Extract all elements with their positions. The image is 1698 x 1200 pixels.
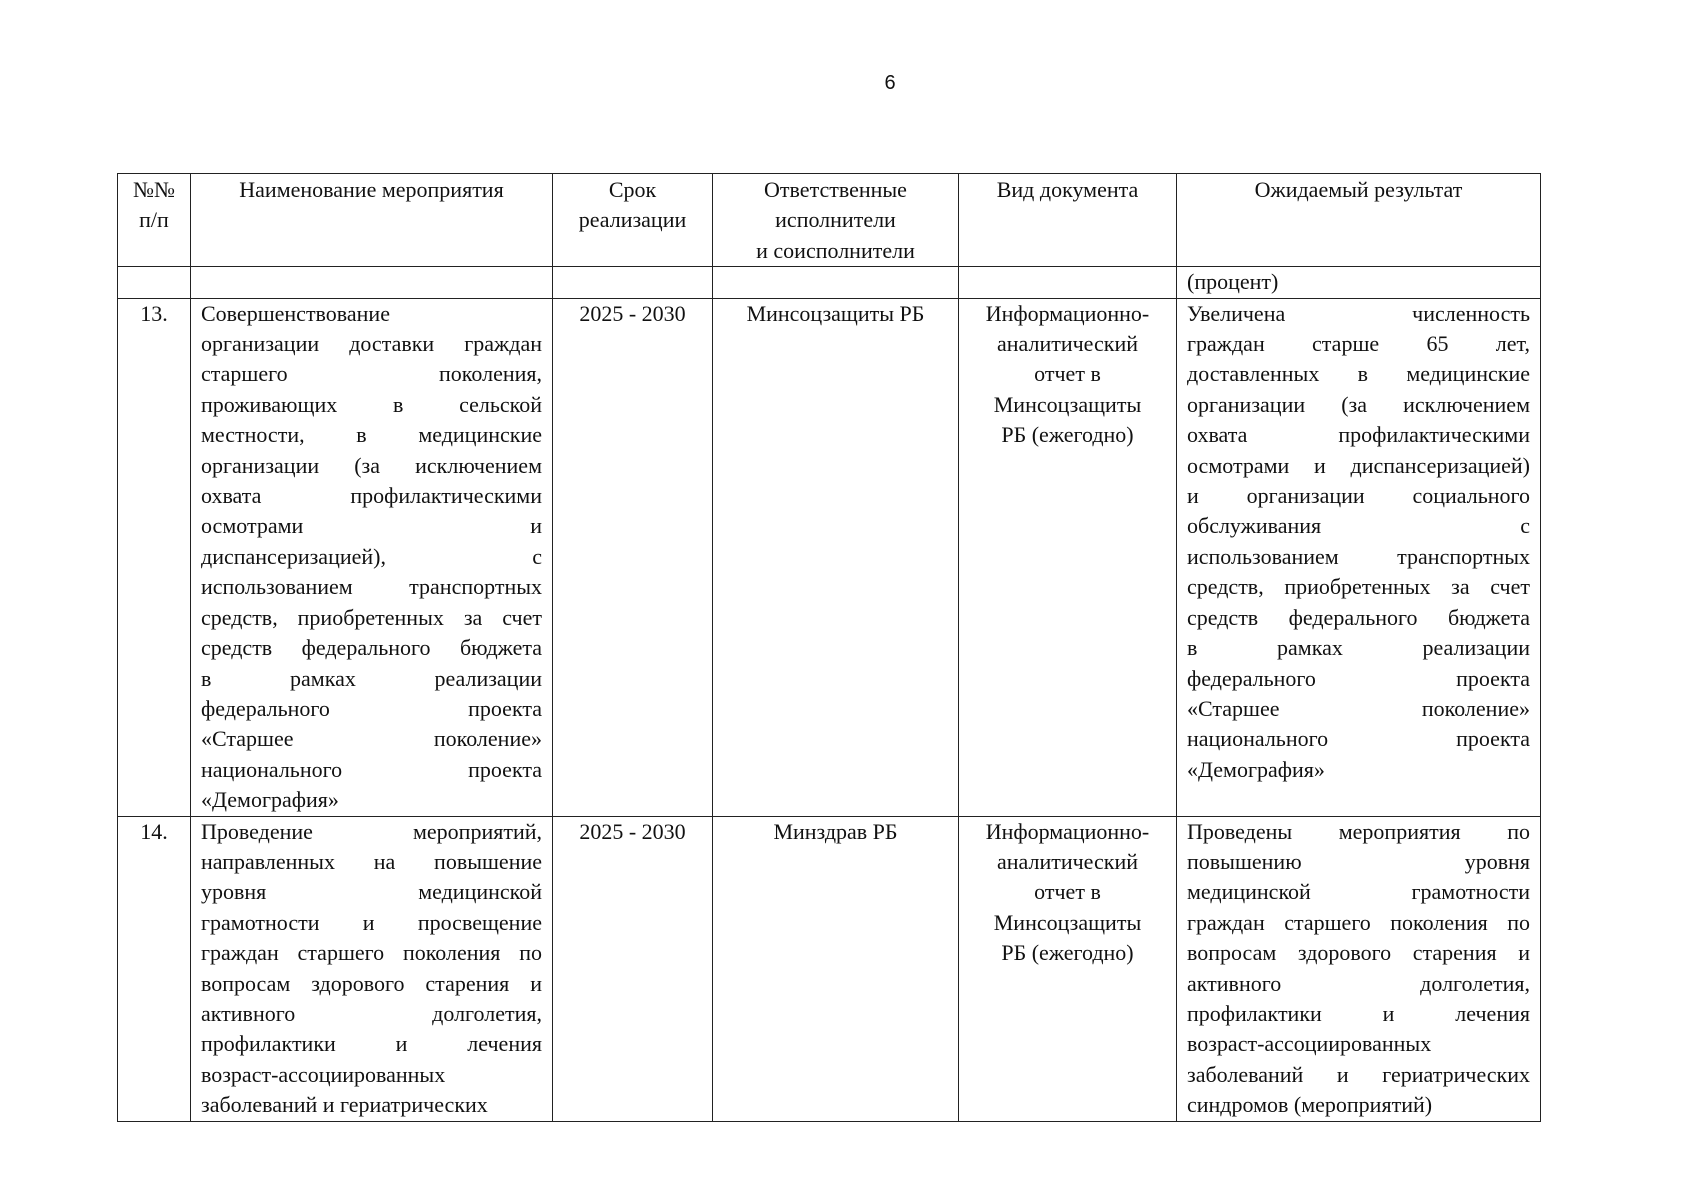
expected-result-line: средств федерального бюджета bbox=[1187, 604, 1530, 630]
term: 2025 - 2030 bbox=[553, 298, 713, 816]
measure-name-line: диспансеризацией), с bbox=[201, 543, 542, 569]
document-type-line: РБ (ежегодно) bbox=[1001, 422, 1134, 448]
expected-result-line: активного долголетия, bbox=[1187, 970, 1530, 996]
measure-name-line: заболеваний и гериатрических bbox=[201, 1092, 488, 1118]
measure-name-line: возраст-ассоциированных bbox=[201, 1061, 446, 1087]
measure-name-line: организации (за исключением bbox=[201, 452, 542, 478]
expected-result-line: повышению уровня bbox=[1187, 848, 1530, 874]
header-number: №№ п/п bbox=[118, 174, 191, 267]
expected-result-line: и организации социального bbox=[1187, 483, 1530, 509]
responsible: Минздрав РБ bbox=[713, 816, 959, 1121]
document-type-line: Информационно- bbox=[985, 818, 1150, 844]
measure-name-line: грамотности и просвещение bbox=[201, 909, 542, 935]
measure-name-line: уровня медицинской bbox=[201, 879, 542, 905]
document-type-line: аналитический bbox=[996, 848, 1138, 874]
measure-name-line: Совершенствование bbox=[201, 300, 390, 326]
continuation-cell-number bbox=[118, 267, 191, 298]
measure-name-line: местности, в медицинские bbox=[201, 422, 542, 448]
measure-name-line: использованием транспортных bbox=[201, 574, 542, 600]
measure-name-line: организации доставки граждан bbox=[201, 331, 542, 357]
measure-name-line: активного долголетия, bbox=[201, 1000, 542, 1026]
expected-result-line: обслуживания с bbox=[1187, 513, 1530, 539]
expected-result-line: граждан старше 65 лет, bbox=[1187, 331, 1530, 357]
measure-name-line: осмотрами и bbox=[201, 513, 542, 539]
expected-result-line: средств, приобретенных за счет bbox=[1187, 574, 1530, 600]
document-type-line: Минсоцзащиты bbox=[993, 391, 1142, 417]
row-number: 13. bbox=[118, 298, 191, 816]
expected-result-line: Увеличена численность bbox=[1187, 300, 1530, 326]
expected-result-line: охвата профилактическими bbox=[1187, 422, 1530, 448]
expected-result-line: федерального проекта bbox=[1187, 665, 1530, 691]
continuation-cell-result: (процент) bbox=[1177, 267, 1541, 298]
expected-result-line: использованием транспортных bbox=[1187, 543, 1530, 569]
measure-name-line: старшего поколения, bbox=[201, 361, 542, 387]
expected-result-line: национального проекта bbox=[1187, 726, 1530, 752]
continuation-cell-name bbox=[191, 267, 553, 298]
expected-result-line: в рамках реализации bbox=[1187, 635, 1530, 661]
header-document-type: Вид документа bbox=[959, 174, 1177, 267]
header-responsible: Ответственные исполнители и соисполнители bbox=[713, 174, 959, 267]
document-type-line: РБ (ежегодно) bbox=[1001, 940, 1134, 966]
expected-result-line: синдромов (мероприятий) bbox=[1187, 1092, 1433, 1118]
expected-result-line: вопросам здорового старения и bbox=[1187, 940, 1530, 966]
document-type-line: Минсоцзащиты bbox=[993, 909, 1142, 935]
document-type-line: отчет в bbox=[1034, 879, 1101, 905]
measure-name-line: профилактики и лечения bbox=[201, 1031, 542, 1057]
table-row bbox=[118, 816, 1541, 1121]
measure-name-line: национального проекта bbox=[201, 756, 542, 782]
table-row bbox=[118, 298, 1541, 816]
continuation-cell-term bbox=[553, 267, 713, 298]
expected-result-line: Проведены мероприятия по bbox=[1187, 818, 1530, 844]
continuation-cell-responsible bbox=[713, 267, 959, 298]
expected-result bbox=[1177, 816, 1541, 1121]
measure-name-line: средств, приобретенных за счет bbox=[201, 604, 542, 630]
expected-result-line: осмотрами и диспансеризацией) bbox=[1187, 452, 1530, 478]
continuation-row bbox=[118, 267, 1541, 298]
expected-result-line: заболеваний и гериатрических bbox=[1187, 1061, 1530, 1087]
responsible: Минсоцзащиты РБ bbox=[713, 298, 959, 816]
document-type bbox=[959, 816, 1177, 1121]
document-type-line: отчет в bbox=[1034, 361, 1101, 387]
measures-table bbox=[117, 173, 1541, 1122]
measure-name-line: граждан старшего поколения по bbox=[201, 940, 542, 966]
table-header-row bbox=[118, 174, 1541, 267]
header-expected-result: Ожидаемый результат bbox=[1177, 174, 1541, 267]
measure-name-line: направленных на повышение bbox=[201, 848, 542, 874]
measure-name-line: «Демография» bbox=[201, 787, 339, 813]
measure-name-line: в рамках реализации bbox=[201, 665, 542, 691]
measure-name-line: средств федерального бюджета bbox=[201, 635, 542, 661]
expected-result-line: «Демография» bbox=[1187, 756, 1325, 782]
expected-result-line: граждан старшего поколения по bbox=[1187, 909, 1530, 935]
measure-name-line: охвата профилактическими bbox=[201, 483, 542, 509]
expected-result-line: профилактики и лечения bbox=[1187, 1000, 1530, 1026]
measure-name-line: «Старшее поколение» bbox=[201, 726, 542, 752]
header-measure-name: Наименование мероприятия bbox=[191, 174, 553, 267]
expected-result-line: «Старшее поколение» bbox=[1187, 695, 1530, 721]
measure-name bbox=[191, 298, 553, 816]
measure-name-line: Проведение мероприятий, bbox=[201, 818, 542, 844]
measure-name-line: федерального проекта bbox=[201, 695, 542, 721]
expected-result-line: возраст-ассоциированных bbox=[1187, 1031, 1432, 1057]
document-type bbox=[959, 298, 1177, 816]
document-type-line: Информационно- bbox=[985, 300, 1150, 326]
measure-name-line: проживающих в сельской bbox=[201, 391, 542, 417]
measure-name bbox=[191, 816, 553, 1121]
continuation-cell-document bbox=[959, 267, 1177, 298]
document-type-line: аналитический bbox=[996, 331, 1138, 357]
measure-name-line: вопросам здорового старения и bbox=[201, 970, 542, 996]
header-term: Срок реализации bbox=[553, 174, 713, 267]
expected-result-line: организации (за исключением bbox=[1187, 391, 1530, 417]
expected-result-line: доставленных в медицинские bbox=[1187, 361, 1530, 387]
expected-result-line: медицинской грамотности bbox=[1187, 879, 1530, 905]
term: 2025 - 2030 bbox=[553, 816, 713, 1121]
expected-result bbox=[1177, 298, 1541, 816]
page-number: 6 bbox=[884, 72, 896, 94]
row-number: 14. bbox=[118, 816, 191, 1121]
